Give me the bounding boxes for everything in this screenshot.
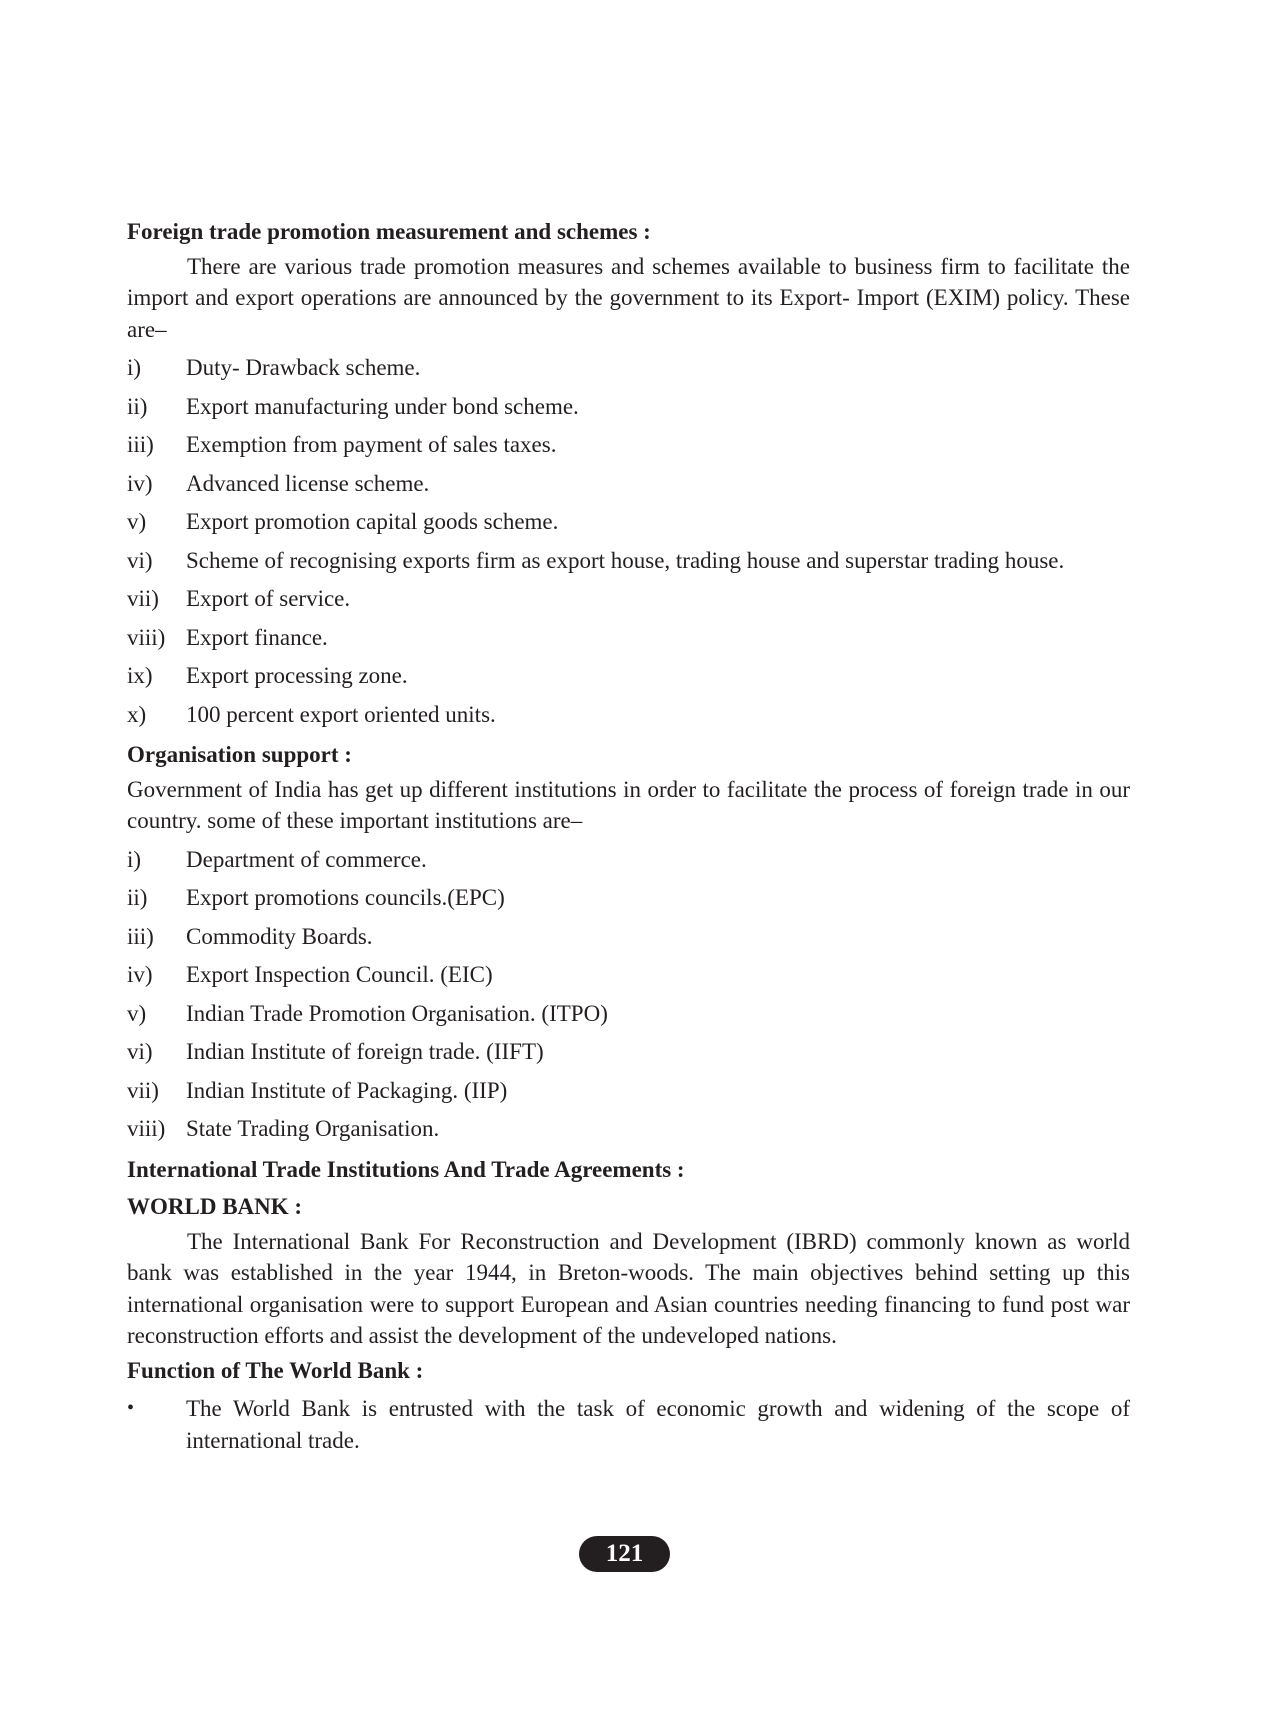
list-item-text: Export processing zone. [186, 663, 408, 688]
list-item [127, 1072, 1130, 1111]
list-item-text: Indian Institute of Packaging. (IIP) [186, 1077, 508, 1103]
list-item [127, 542, 1130, 581]
list-item-text: Department of commerce. [186, 846, 427, 872]
heading-world-bank-functions: Function of The World Bank : [127, 1357, 424, 1383]
list-item [127, 580, 1130, 619]
list-item-text: Exemption from payment of sales taxes. [186, 432, 557, 457]
list-item-text: Duty- Drawback scheme. [186, 355, 421, 380]
list-item-text: Indian Institute of foreign trade. (IIFT) [186, 1039, 544, 1064]
list-item-text: Advanced license scheme. [186, 470, 430, 496]
list-item-number: iii) [127, 923, 154, 949]
list-item [127, 696, 1130, 735]
list-item-number: ii) [127, 393, 148, 419]
list-item-text: Export of service. [186, 586, 351, 611]
heading-organisation-support: Organisation support : [127, 742, 352, 767]
list-item-text: Scheme of recognising exports firm as export house, trading house and superstar trading house. [186, 547, 1065, 573]
heading-international-institutions: International Trade Institutions And Trade Agreements : [127, 1156, 685, 1182]
list-item [127, 426, 1130, 465]
list-item-text: State Trading Organisation. [186, 1116, 440, 1141]
paragraph-organisation-support-intro: Government of India has get up different institutions in order to facilitate the process of foreign trade in our country. some of these important institutions are– [127, 776, 1130, 833]
heading-trade-promotion: Foreign trade promotion measurement and schemes : [127, 219, 651, 244]
list-item [127, 1033, 1130, 1072]
list-item [127, 1110, 1130, 1149]
list-item [127, 388, 1130, 427]
list-item-number: i) [127, 355, 142, 380]
list-item-text: Indian Trade Promotion Organisation. (ITPO) [186, 1000, 608, 1026]
list-item-number: vi) [127, 1039, 153, 1064]
list-item-number: i) [127, 846, 142, 872]
list-item-text: Export promotions councils.(EPC) [186, 885, 505, 910]
list-item [127, 841, 1130, 880]
list-item [127, 918, 1130, 957]
list-item [127, 465, 1130, 504]
list-item-number: iii) [127, 432, 154, 457]
heading-world-bank: WORLD BANK : [127, 1194, 303, 1219]
list-item-number: ii) [127, 885, 148, 910]
list-item-number: x) [127, 701, 147, 727]
list-item-text: Export promotion capital goods scheme. [186, 509, 559, 534]
list-item-text: Export finance. [186, 624, 328, 650]
list-item [127, 956, 1130, 995]
list-item [127, 1393, 1130, 1456]
list-item-number: viii) [127, 1116, 166, 1141]
list-world-bank-functions [127, 1393, 1130, 1456]
list-item-number: vii) [127, 1077, 159, 1103]
list-trade-promotion-schemes [127, 349, 1130, 734]
list-item-number: v) [127, 1000, 147, 1026]
list-item-number: viii) [127, 624, 166, 650]
paragraph-trade-promotion-intro: There are various trade promotion measures and schemes available to business firm to facilitate the import and export operations are announced by the government to its Export- Import (EXIM) policy. These are– [127, 253, 1130, 342]
list-item [127, 995, 1130, 1034]
list-item-number: vi) [127, 547, 153, 573]
list-item-text: Export manufacturing under bond scheme. [186, 393, 579, 419]
list-organisation-institutions [127, 841, 1130, 1149]
list-item [127, 503, 1130, 542]
list-item-number: iv) [127, 962, 153, 987]
list-item-text: 100 percent export oriented units. [186, 701, 496, 727]
list-item [127, 349, 1130, 388]
list-item-number: ix) [127, 663, 153, 688]
list-item-number: v) [127, 509, 147, 534]
list-item-number: vii) [127, 586, 159, 611]
bullet-icon: • [127, 1397, 135, 1419]
list-item-number: iv) [127, 470, 153, 496]
list-item-text: The World Bank is entrusted with the task of economic growth and widening of the scope of international trade. [186, 1396, 1130, 1453]
list-item [127, 879, 1130, 918]
list-item [127, 657, 1130, 696]
list-item-text: Commodity Boards. [186, 923, 373, 949]
page-number-badge: 121 [579, 1536, 670, 1572]
list-item [127, 619, 1130, 658]
page-content [127, 216, 1130, 1456]
paragraph-world-bank-intro: The International Bank For Reconstruction and Development (IBRD) commonly known as world bank was established in the year 1944, in Breton-woods. The main objectives behind setting up this international organisation were to support European and Asian countries needing financing to fund post war reconstruction efforts and assist the development of the undeveloped nations. [127, 1228, 1130, 1348]
list-item-text: Export Inspection Council. (EIC) [186, 962, 493, 987]
